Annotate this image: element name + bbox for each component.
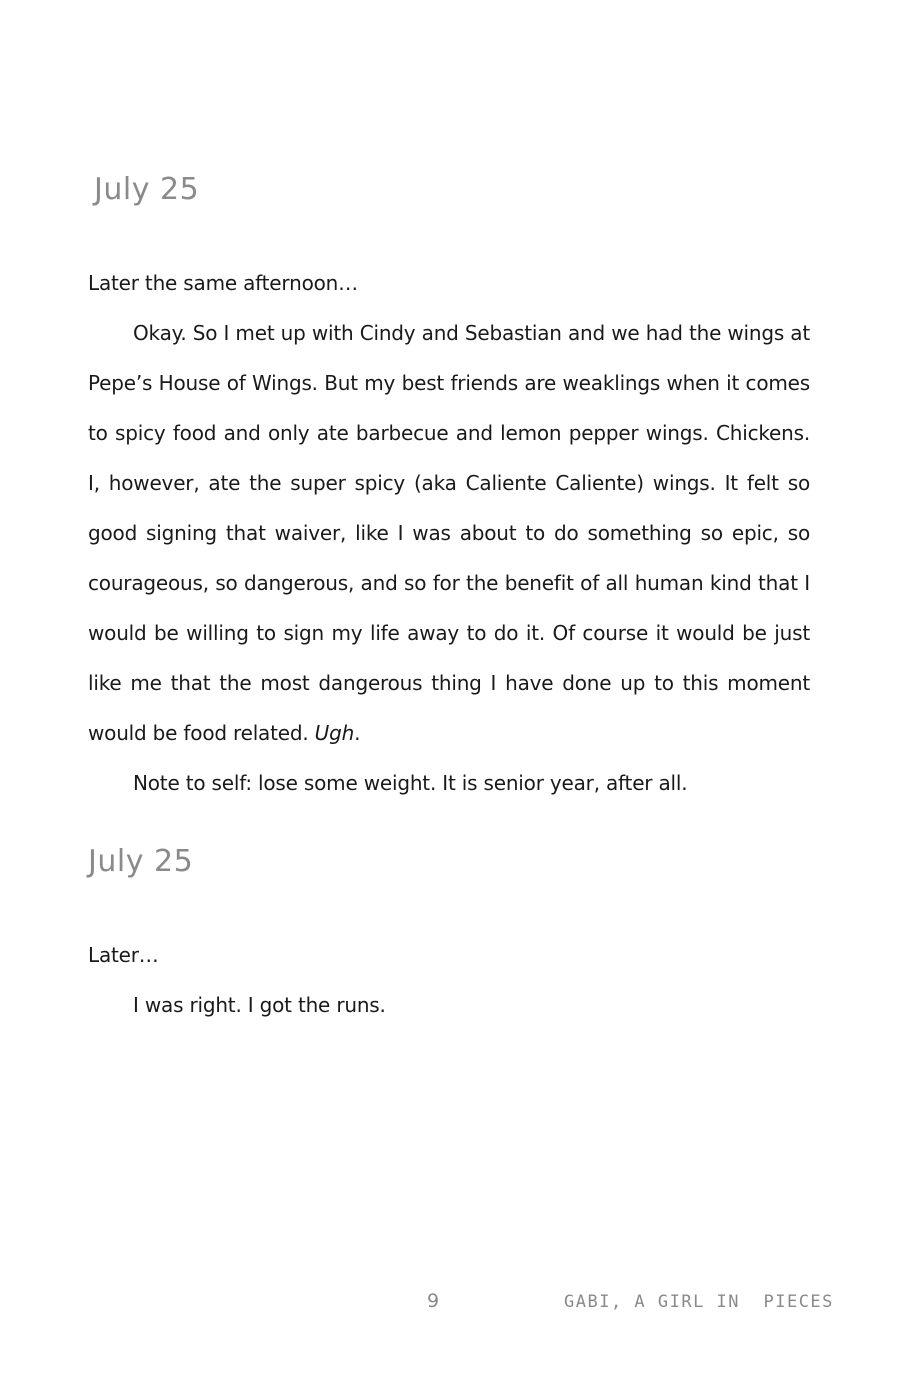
entry-paragraph — [88, 308, 810, 758]
page-number: 9 — [427, 1290, 440, 1312]
emphasized-word: Ugh — [314, 721, 355, 745]
entry-date: July 25 — [94, 172, 200, 207]
entry-paragraph: Note to self: lose some weight. It is senior year, after all. — [133, 771, 688, 795]
entry-opening-line: Later… — [88, 943, 159, 967]
entry-date: July 25 — [88, 844, 194, 879]
paragraph-text: Okay. So I met up with Cindy and Sebastian and we had the wings at Pepe’s House of Wings. But my best friends are weaklings when it comes to spicy food and only ate barbecue and lemon pepper wings. Chickens. I, however, ate the super spicy (aka Caliente Caliente) wings. It felt so good signing that waiver, like I was about to do something so epic, so courageous, so dangerous, and so for the benefit of all human kind that I would be willing to sign my life away to do it. Of course it would be just like me that the most dangerous thing I have done up to this moment would be food related. — [88, 321, 810, 745]
entry-paragraph: I was right. I got the runs. — [133, 993, 386, 1017]
entry-opening-line: Later the same afternoon… — [88, 271, 358, 295]
running-footer-title: GABI, A GIRL IN PIECES — [564, 1292, 834, 1312]
paragraph-end: . — [354, 721, 361, 745]
